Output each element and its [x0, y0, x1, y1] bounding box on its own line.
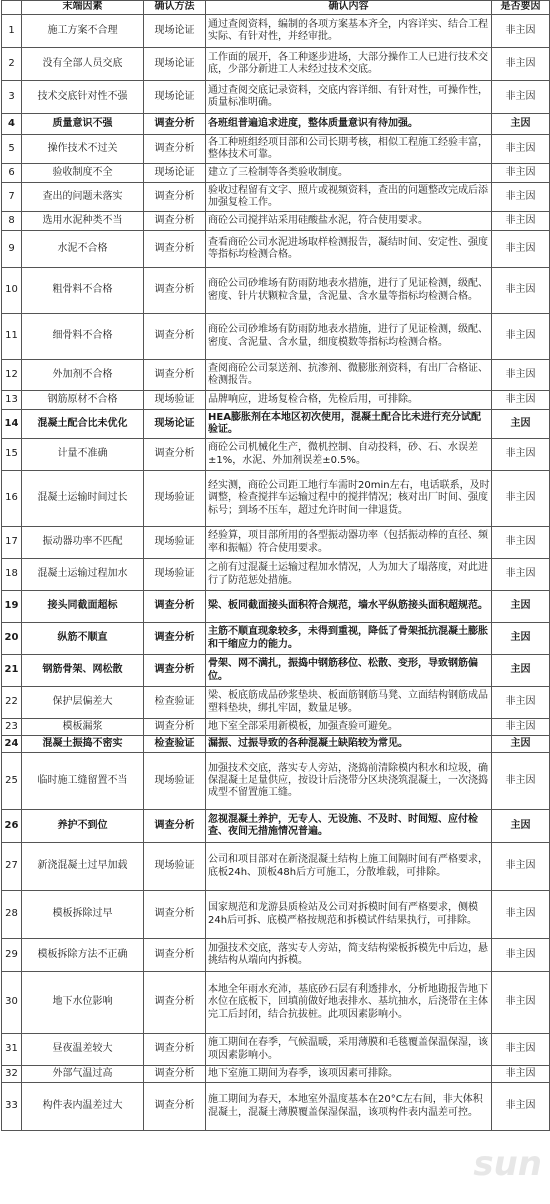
row-method: 调查分析 [144, 810, 206, 843]
row-number: 31 [2, 1034, 22, 1066]
row-main-cause: 非主因 [492, 527, 550, 559]
row-factor: 外加剂不合格 [22, 360, 144, 391]
table-row [2, 183, 550, 212]
row-number: 4 [2, 114, 22, 135]
row-content: 漏振、过振导致的各种混凝土缺陷较为常见。 [206, 736, 492, 753]
row-content: 国家规范和龙游县质检站及公司对拆模时间有严格要求，侧模24h后可拆、底模严格按规范和拆模试件结果执行，可排除。 [206, 891, 492, 939]
row-number: 17 [2, 527, 22, 559]
row-method: 调查分析 [144, 183, 206, 212]
table-row [2, 719, 550, 736]
row-factor: 地下水位影响 [22, 972, 144, 1034]
row-main-cause: 主因 [492, 410, 550, 439]
row-method: 现场论证 [144, 15, 206, 48]
row-content: 查阅商砼公司泵送剂、抗渗剂、微膨胀剂资料，有出厂合格证、检测报告。 [206, 360, 492, 391]
row-method: 现场论证 [144, 164, 206, 183]
row-content: 商砼公司砂堆场有防雨防地表水措施，进行了见证检测，级配、密度、含泥量、含水量，细度模数等指标均检测合格。 [206, 314, 492, 360]
row-factor: 模板拆除方法不正确 [22, 939, 144, 972]
row-content: 加强技术交底，落实专人旁站，浇捣前清除模内积水和垃圾，确保混凝土足量供应，按设计后浇带分区块浇筑混凝土，一次浇捣成型不留置施工缝。 [206, 753, 492, 810]
row-number: 3 [2, 81, 22, 114]
row-main-cause: 非主因 [492, 81, 550, 114]
table-row [2, 81, 550, 114]
header-main-cause: 是否要因 [492, 1, 550, 15]
table-row [2, 439, 550, 471]
row-content: 公司和项目部对在新浇混凝土结构上施工间隔时间有严格要求，底板24h、顶板48h后方可施工，分散堆载，可排除。 [206, 843, 492, 891]
table-row [2, 314, 550, 360]
row-content: 通过查阅资料，编制的各项方案基本齐全，内容详实、结合工程实际、有针对性，并经审批。 [206, 15, 492, 48]
row-method: 调查分析 [144, 360, 206, 391]
row-content: 各班组普遍追求进度，整体质量意识有待加强。 [206, 114, 492, 135]
row-number: 33 [2, 1083, 22, 1131]
row-number: 10 [2, 268, 22, 314]
row-method: 调查分析 [144, 1066, 206, 1083]
row-factor: 细骨料不合格 [22, 314, 144, 360]
row-main-cause: 非主因 [492, 1083, 550, 1131]
row-number: 21 [2, 655, 22, 687]
row-content: 施工期间为春天，本地室外温度基本在20°C左右间，非大体积混凝土，混凝土薄膜覆盖保湿保温，该项构件表内温差可控。 [206, 1083, 492, 1131]
row-number: 32 [2, 1066, 22, 1083]
row-content: 商砼公司机械化生产，微机控制、自动投料，砂、石、水误差±1%，水泥、外加剂误差±0.5%。 [206, 439, 492, 471]
row-main-cause: 非主因 [492, 212, 550, 231]
row-factor: 构件表内温差过大 [22, 1083, 144, 1131]
row-method: 调查分析 [144, 135, 206, 164]
row-method: 现场验证 [144, 471, 206, 527]
row-main-cause: 非主因 [492, 268, 550, 314]
table-row [2, 972, 550, 1034]
row-method: 调查分析 [144, 891, 206, 939]
row-main-cause: 非主因 [492, 972, 550, 1034]
row-main-cause: 非主因 [492, 164, 550, 183]
row-factor: 选用水泥种类不当 [22, 212, 144, 231]
row-factor: 混凝土配合比未优化 [22, 410, 144, 439]
row-factor: 临时施工缝留置不当 [22, 753, 144, 810]
table-row [2, 268, 550, 314]
row-number: 14 [2, 410, 22, 439]
row-number: 20 [2, 623, 22, 655]
table-row [2, 471, 550, 527]
table-row [2, 891, 550, 939]
row-number: 28 [2, 891, 22, 939]
row-method: 调查分析 [144, 719, 206, 736]
row-factor: 质量意识不强 [22, 114, 144, 135]
row-main-cause: 非主因 [492, 183, 550, 212]
row-main-cause: 非主因 [492, 843, 550, 891]
row-factor: 查出的问题未落实 [22, 183, 144, 212]
table-row [2, 1083, 550, 1131]
table-row [2, 360, 550, 391]
row-factor: 纵筋不顺直 [22, 623, 144, 655]
row-factor: 计量不准确 [22, 439, 144, 471]
row-factor: 技术交底针对性不强 [22, 81, 144, 114]
header-method: 确认方法 [144, 1, 206, 15]
row-number: 7 [2, 183, 22, 212]
row-main-cause: 非主因 [492, 559, 550, 591]
table-row [2, 939, 550, 972]
row-factor: 保护层偏差大 [22, 687, 144, 719]
table-row [2, 1066, 550, 1083]
row-content: 之前有过混凝土运输过程加水情况，人为加大了塌落度，对此进行了防范惩处措施。 [206, 559, 492, 591]
row-content: 查看商砼公司水泥进场取样检测报告，凝结时间、安定性、强度等指标均检测合格。 [206, 231, 492, 268]
row-factor: 模板漏浆 [22, 719, 144, 736]
row-number: 5 [2, 135, 22, 164]
row-content: 经验算，项目部所用的各型振动器功率（包括振动棒的直径、频率和振幅）符合使用要求。 [206, 527, 492, 559]
row-number: 15 [2, 439, 22, 471]
row-factor: 钢筋骨架、网松散 [22, 655, 144, 687]
row-factor: 操作技术不过关 [22, 135, 144, 164]
row-content: 品牌响应，进场复检合格，先检后用，可排除。 [206, 391, 492, 410]
row-content: 本地全年雨水充沛，基底砂石层有利透排水，分析地勘报告地下水位在底板下，回填前做好地表排水、基坑抽水，后浇带在主体完工后封闭，结合抗拔桩。此项因素影响小。 [206, 972, 492, 1034]
row-main-cause: 非主因 [492, 231, 550, 268]
row-content: 加强技术交底，落实专人旁站，简支结构梁板拆模先中后边，悬挑结构从端向内拆模。 [206, 939, 492, 972]
row-factor: 没有全部人员交底 [22, 48, 144, 81]
row-factor: 混凝土振捣不密实 [22, 736, 144, 753]
row-number: 11 [2, 314, 22, 360]
row-main-cause: 非主因 [492, 471, 550, 527]
row-method: 现场验证 [144, 753, 206, 810]
row-factor: 混凝土运输时间过长 [22, 471, 144, 527]
row-number: 6 [2, 164, 22, 183]
row-factor: 施工方案不合理 [22, 15, 144, 48]
table-row [2, 231, 550, 268]
row-method: 调查分析 [144, 1083, 206, 1131]
row-method: 调查分析 [144, 655, 206, 687]
table-row [2, 114, 550, 135]
row-factor: 新浇混凝土过早加载 [22, 843, 144, 891]
table-row [2, 410, 550, 439]
row-main-cause: 主因 [492, 623, 550, 655]
row-main-cause: 非主因 [492, 939, 550, 972]
row-number: 2 [2, 48, 22, 81]
table-row [2, 753, 550, 810]
row-number: 12 [2, 360, 22, 391]
row-method: 检查验证 [144, 687, 206, 719]
row-number: 13 [2, 391, 22, 410]
row-main-cause: 非主因 [492, 1034, 550, 1066]
table-row [2, 15, 550, 48]
table-row [2, 391, 550, 410]
table-header-row [2, 1, 550, 15]
row-main-cause: 非主因 [492, 314, 550, 360]
row-number: 26 [2, 810, 22, 843]
header-factor: 末端因素 [22, 1, 144, 15]
row-method: 调查分析 [144, 939, 206, 972]
row-content: HEA膨胀剂在本地区初次使用，混凝土配合比未进行充分试配验证。 [206, 410, 492, 439]
table-row [2, 559, 550, 591]
row-number: 25 [2, 753, 22, 810]
row-factor: 水泥不合格 [22, 231, 144, 268]
row-method: 现场论证 [144, 48, 206, 81]
watermark-logo: sun [473, 1144, 542, 1184]
row-main-cause: 非主因 [492, 1066, 550, 1083]
row-method: 现场验证 [144, 843, 206, 891]
row-method: 调查分析 [144, 314, 206, 360]
row-number: 24 [2, 736, 22, 753]
table-row [2, 1034, 550, 1066]
table-row [2, 687, 550, 719]
row-factor: 验收制度不全 [22, 164, 144, 183]
row-number: 29 [2, 939, 22, 972]
row-number: 30 [2, 972, 22, 1034]
factor-table [1, 0, 550, 1131]
row-main-cause: 主因 [492, 114, 550, 135]
row-main-cause: 主因 [492, 736, 550, 753]
table-row [2, 135, 550, 164]
row-content: 商砼公司搅拌站采用硅酸盐水泥，符合使用要求。 [206, 212, 492, 231]
row-number: 9 [2, 231, 22, 268]
table-row [2, 591, 550, 623]
row-method: 调查分析 [144, 623, 206, 655]
row-factor: 混凝土运输过程加水 [22, 559, 144, 591]
row-content: 梁、板同截面接头面积符合规范，墙水平纵筋接头面积超规范。 [206, 591, 492, 623]
row-content: 各工种班组经项目部和公司长期考核，相似工程施工经验丰富，整体技术可靠。 [206, 135, 492, 164]
row-factor: 昼夜温差较大 [22, 1034, 144, 1066]
row-method: 现场验证 [144, 391, 206, 410]
row-content: 建立了三检制等各类验收制度。 [206, 164, 492, 183]
table-row [2, 164, 550, 183]
row-main-cause: 非主因 [492, 891, 550, 939]
row-main-cause: 非主因 [492, 48, 550, 81]
row-content: 地下室全部采用新模板，加强查验可避免。 [206, 719, 492, 736]
row-main-cause: 非主因 [492, 439, 550, 471]
row-content: 主筋不顺直现象较多，未得到重视，降低了骨架抵抗混凝土膨胀和干缩应力的能力。 [206, 623, 492, 655]
table-row [2, 655, 550, 687]
table-row [2, 527, 550, 559]
row-method: 调查分析 [144, 591, 206, 623]
row-number: 1 [2, 15, 22, 48]
row-content: 验收过程留有文字、照片或视频资料，查出的问题整改完成后添加强复检工作。 [206, 183, 492, 212]
row-main-cause: 非主因 [492, 753, 550, 810]
row-content: 梁、板底筋成品砂浆垫块、板面筋钢筋马凳、立面结构钢筋成品塑料垫块，绑扎牢固，数量足够。 [206, 687, 492, 719]
row-method: 检查验证 [144, 736, 206, 753]
row-main-cause: 主因 [492, 591, 550, 623]
table-row [2, 623, 550, 655]
row-method: 现场验证 [144, 527, 206, 559]
row-method: 调查分析 [144, 439, 206, 471]
row-method: 调查分析 [144, 114, 206, 135]
row-number: 23 [2, 719, 22, 736]
row-factor: 钢筋原材不合格 [22, 391, 144, 410]
row-main-cause: 非主因 [492, 391, 550, 410]
table-row [2, 736, 550, 753]
row-factor: 振动器功率不匹配 [22, 527, 144, 559]
row-method: 调查分析 [144, 268, 206, 314]
header-content: 确认内容 [206, 1, 492, 15]
row-content: 商砼公司砂堆场有防雨防地表水措施，进行了见证检测，级配、密度、针片状颗粒含量，含泥量、含水量等指标均检测合格。 [206, 268, 492, 314]
row-content: 经实测，商砼公司距工地行车需时20min左右，电话联系，及时调整，检查搅拌车运输过程中的搅拌情况；核对出厂时间、强度标号；到场不压车，超过允许时间一律退货。 [206, 471, 492, 527]
row-content: 骨架、网不满扎，振捣中钢筋移位、松散、变形，导致钢筋偏位。 [206, 655, 492, 687]
table-row [2, 843, 550, 891]
row-content: 地下室施工期间为春季，该项因素可排除。 [206, 1066, 492, 1083]
row-method: 调查分析 [144, 1034, 206, 1066]
row-number: 16 [2, 471, 22, 527]
row-content: 工作面的展开，各工种逐步进场，大部分操作工人已进行技术交底，少部分新进工人未经过技术交底。 [206, 48, 492, 81]
row-main-cause: 主因 [492, 810, 550, 843]
table-row [2, 48, 550, 81]
row-content: 忽视混凝土养护，无专人、无设施、不及时、时间短、应付检查、夜间无措施情况普遍。 [206, 810, 492, 843]
table-row [2, 810, 550, 843]
row-number: 27 [2, 843, 22, 891]
row-factor: 接头同截面超标 [22, 591, 144, 623]
row-method: 调查分析 [144, 231, 206, 268]
table-row [2, 212, 550, 231]
row-method: 现场验证 [144, 559, 206, 591]
row-main-cause: 非主因 [492, 719, 550, 736]
row-main-cause: 非主因 [492, 135, 550, 164]
row-main-cause: 非主因 [492, 15, 550, 48]
row-content: 通过查阅交底记录资料，交底内容详细、有针对性，可操作性，质量标准明确。 [206, 81, 492, 114]
row-number: 22 [2, 687, 22, 719]
row-method: 调查分析 [144, 212, 206, 231]
row-main-cause: 非主因 [492, 687, 550, 719]
row-factor: 养护不到位 [22, 810, 144, 843]
row-main-cause: 主因 [492, 655, 550, 687]
header-number [2, 1, 22, 15]
row-number: 19 [2, 591, 22, 623]
row-main-cause: 非主因 [492, 360, 550, 391]
row-method: 现场论证 [144, 410, 206, 439]
row-method: 现场论证 [144, 81, 206, 114]
row-number: 8 [2, 212, 22, 231]
row-number: 18 [2, 559, 22, 591]
row-method: 调查分析 [144, 972, 206, 1034]
row-factor: 粗骨料不合格 [22, 268, 144, 314]
row-factor: 模板拆除过早 [22, 891, 144, 939]
row-factor: 外部气温过高 [22, 1066, 144, 1083]
row-content: 施工期间在春季，气候温暖，采用薄膜和毛毯覆盖保温保湿，该项因素影响小。 [206, 1034, 492, 1066]
table-body [2, 15, 550, 1131]
